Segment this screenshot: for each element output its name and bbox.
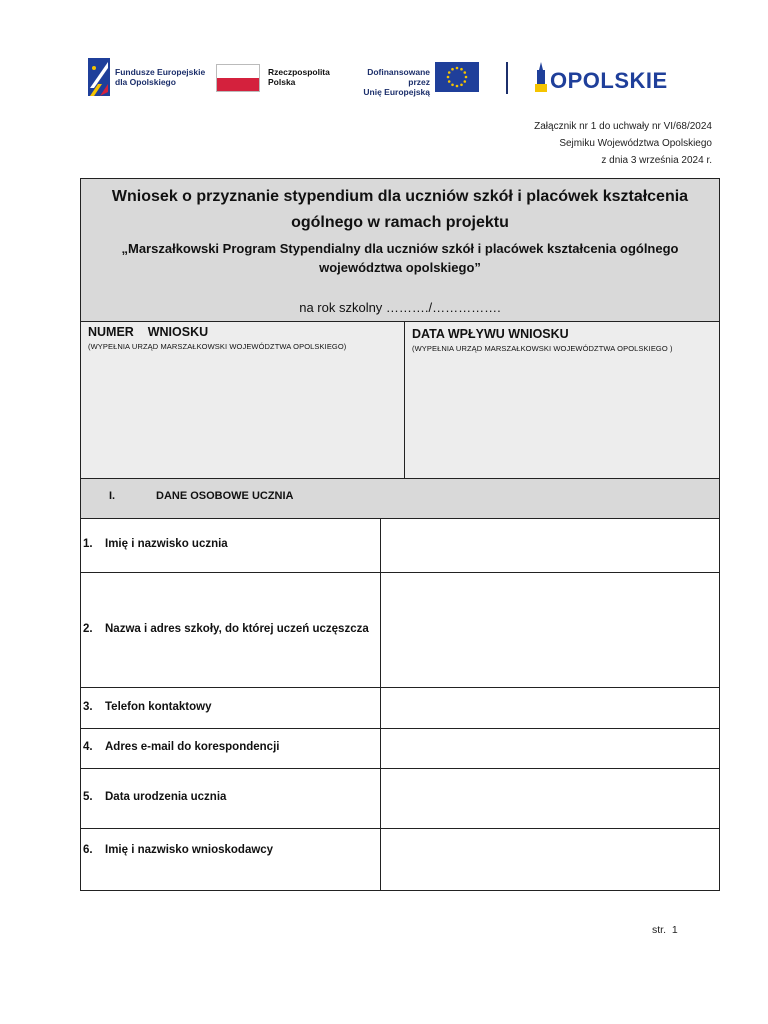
fe-line2: dla Opolskiego xyxy=(115,77,176,87)
attachment-note xyxy=(534,118,712,169)
application-form xyxy=(80,178,720,892)
row-label-cell xyxy=(80,828,381,891)
row-label-cell xyxy=(80,768,381,829)
page-number: str. 1 xyxy=(652,924,678,936)
eu-line2: Unię Europejską xyxy=(363,87,430,97)
fe-logo-text xyxy=(115,67,215,87)
application-number-note: (WYPEŁNIA URZĄD MARSZAŁKOWSKI WOJEWÓDZTWA OPOLSKIEGO) xyxy=(88,342,347,351)
eu-cofinanced-logo xyxy=(344,56,480,100)
program-name-line2: województwa opolskiego” xyxy=(319,260,481,275)
section-number: I. xyxy=(109,490,116,502)
rp-line2: Polska xyxy=(268,77,296,87)
row-number: 4. xyxy=(83,741,93,753)
rp-logo-text xyxy=(268,67,338,87)
logo-separator xyxy=(506,62,508,94)
polish-flag-icon xyxy=(216,64,260,92)
row-number: 6. xyxy=(83,844,93,856)
row-number: 1. xyxy=(83,538,93,550)
attachment-line3: z dnia 3 września 2024 r. xyxy=(601,155,712,166)
row-label-cell xyxy=(80,687,381,729)
school-year-field[interactable]: na rok szkolny ………./……………. xyxy=(299,300,501,315)
row-number: 5. xyxy=(83,791,93,803)
fundusze-europejskie-logo xyxy=(88,56,208,100)
program-name-line1: „Marszałkowski Program Stypendialny dla uczniów szkół i placówek kształcenia ogólnego xyxy=(121,241,679,256)
attachment-line2: Sejmiku Województwa Opolskiego xyxy=(559,138,712,149)
program-name xyxy=(81,239,719,277)
form-title-line1: Wniosek o przyznanie stypendium dla uczniów szkół i placówek kształcenia xyxy=(111,188,689,205)
eu-flag-icon xyxy=(435,62,479,92)
eu-line1: Dofinansowane przez xyxy=(367,67,430,87)
student-name-input[interactable] xyxy=(380,518,720,573)
rp-line1: Rzeczpospolita xyxy=(268,67,330,77)
section-personal-data xyxy=(80,478,720,519)
form-title xyxy=(81,184,719,236)
fe-line1: Fundusze Europejskie xyxy=(115,67,206,77)
row-label: Data urodzenia ucznia xyxy=(105,791,227,803)
attachment-line1: Załącznik nr 1 do uchwały nr VI/68/2024 xyxy=(534,121,712,132)
application-number-field[interactable] xyxy=(80,321,405,479)
receipt-date-label: DATA WPŁYWU WNIOSKU xyxy=(412,327,569,341)
form-title-line2: ogólnego w ramach projektu xyxy=(291,214,509,231)
row-number: 2. xyxy=(83,623,93,635)
application-number-label: NUMER WNIOSKU xyxy=(88,325,209,339)
row-label-cell xyxy=(80,572,381,688)
row-number: 3. xyxy=(83,701,93,713)
row-label: Nazwa i adres szkoły, do której uczeń uczęszcza xyxy=(105,623,369,635)
rzeczpospolita-logo xyxy=(216,56,336,100)
email-input[interactable] xyxy=(380,728,720,769)
receipt-date-field[interactable] xyxy=(404,321,720,479)
receipt-date-note: (WYPEŁNIA URZĄD MARSZAŁKOWSKI WOJEWÓDZTWA OPOLSKIEGO ) xyxy=(412,344,673,353)
row-label: Telefon kontaktowy xyxy=(105,701,212,713)
applicant-name-input[interactable] xyxy=(380,828,720,891)
opolskie-tower-icon xyxy=(534,62,548,92)
form-header xyxy=(80,178,720,322)
row-label-cell xyxy=(80,728,381,769)
opolskie-logo xyxy=(534,56,684,100)
opolskie-wordmark: OPOLSKIE xyxy=(550,68,668,93)
phone-input[interactable] xyxy=(380,687,720,729)
eu-logo-text xyxy=(344,67,430,97)
row-label-cell xyxy=(80,518,381,573)
row-label: Imię i nazwisko ucznia xyxy=(105,538,228,550)
row-label: Imię i nazwisko wnioskodawcy xyxy=(105,844,274,856)
fe-emblem-icon xyxy=(88,58,110,96)
logo-strip xyxy=(88,56,688,100)
birth-date-input[interactable] xyxy=(380,768,720,829)
school-name-address-input[interactable] xyxy=(380,572,720,688)
row-label: Adres e-mail do korespondencji xyxy=(105,741,280,753)
section-title: DANE OSOBOWE UCZNIA xyxy=(156,490,294,502)
